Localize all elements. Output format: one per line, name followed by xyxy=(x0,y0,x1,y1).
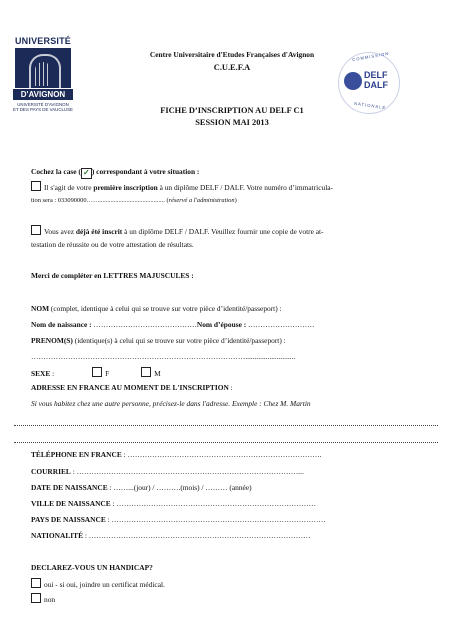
checkmark-icon: ✓ xyxy=(81,168,92,179)
courriel-label: COURRIEL xyxy=(31,467,71,476)
handicap-yes-label: oui - si oui, joindre un certificat médical. xyxy=(44,580,165,589)
ville-naissance-label: VILLE DE NAISSANCE xyxy=(31,499,111,508)
logo-university-text: UNIVERSITÉ xyxy=(14,36,71,46)
logo-subtitle-1: UNIVERSITÉ D'AVIGNON xyxy=(17,102,69,107)
delf-ring-top: COMMISSION xyxy=(351,50,390,63)
university-logo xyxy=(13,37,73,133)
sexe-f-checkbox[interactable] xyxy=(92,367,102,377)
telephone-row[interactable]: TÉLÉPHONE EN FRANCE : ……………………………………………………………………. xyxy=(31,450,322,459)
check-instruction: Cochez la case ( ✓ ) correspondant à votre situation : xyxy=(31,167,200,177)
prenom-input[interactable]: ……………………………………………………………………………........................... xyxy=(31,352,296,361)
adresse-line-1[interactable] xyxy=(14,425,438,426)
handicap-yes-row xyxy=(31,578,165,589)
logo-subtitle-2: ET DES PAYS DE VAUCLUSE xyxy=(13,107,73,112)
nom-field[interactable]: NOM (complet, identique à celui qui se trouve sur votre pièce d’identité/passeport) : xyxy=(31,304,282,313)
nom-epouse-label: Nom d’épouse : xyxy=(196,320,249,329)
courriel-row[interactable]: COURRIEL : ………………………………………………………………………………... xyxy=(31,467,304,476)
logo-city-text: D'AVIGNON xyxy=(13,89,73,100)
first-registration-checkbox[interactable] xyxy=(31,181,41,191)
option-first-registration: Il s'agit de votre première inscription à un diplôme DELF / DALF. Votre numéro d’immatricula- xyxy=(31,181,441,192)
sexe-m-label: M xyxy=(154,369,161,378)
dalf-text: DALF xyxy=(364,80,388,90)
nationalite-label: NATIONALITÉ xyxy=(31,531,84,540)
centre-acronym: C.U.E.F.A xyxy=(213,63,251,72)
form-session: SESSION MAI 2013 xyxy=(195,118,269,127)
pays-naissance-row[interactable]: PAYS DE NAISSANCE : …………………………………………………………………………… xyxy=(31,515,326,524)
handicap-question: DECLAREZ-VOUS UN HANDICAP? xyxy=(31,563,153,572)
delf-dalf-logo xyxy=(338,52,402,116)
nom-naissance-label: Nom de naissance : xyxy=(31,320,94,329)
logo-building-icon xyxy=(15,48,71,88)
sexe-label: SEXE xyxy=(31,369,51,378)
sexe-f-label: F xyxy=(105,369,110,378)
option-already-registered: Vous avez déjà été inscrit à un diplôme DELF / DALF. Veuillez fournir une copie de votre at- xyxy=(31,225,441,236)
delf-text: DELF xyxy=(364,70,388,80)
nom-naissance-row xyxy=(31,320,315,329)
nom-epouse-input[interactable]: ……………………… xyxy=(248,320,315,329)
pays-naissance-label: PAYS DE NAISSANCE xyxy=(31,515,106,524)
nom-naissance-input[interactable]: …………………………………… xyxy=(93,320,197,329)
form-title: FICHE D’INSCRIPTION AU DELF C1 xyxy=(160,106,304,115)
sexe-m-checkbox[interactable] xyxy=(141,367,151,377)
option2-continuation: testation de réussite ou de votre attestation de résultats. xyxy=(31,240,194,249)
capitals-note: Merci de compléter en LETTRES MAJUSCULES : xyxy=(31,271,194,280)
handicap-no-row xyxy=(31,593,55,604)
delf-ring-bottom: NATIONALE xyxy=(353,100,387,111)
prenom-label-row: PRENOM(S) (identique(s) à celui qui se trouve sur votre pièce d’identité/passeport) : xyxy=(31,336,286,345)
handicap-no-checkbox[interactable] xyxy=(31,593,41,603)
nationalite-row[interactable]: NATIONALITÉ : ……………………………………………………………………………… xyxy=(31,531,311,540)
handicap-yes-checkbox[interactable] xyxy=(31,578,41,588)
globe-icon xyxy=(344,72,362,90)
adresse-line-2[interactable] xyxy=(14,442,438,443)
sexe-row: SEXE : F M xyxy=(31,369,161,378)
adresse-label-row: ADRESSE EN FRANCE AU MOMENT DE L'INSCRIPTION : xyxy=(31,383,233,392)
telephone-label: TÉLÉPHONE EN FRANCE xyxy=(31,450,122,459)
ville-naissance-row[interactable]: VILLE DE NAISSANCE : ……………………………………………………………………… xyxy=(31,499,316,508)
registration-number-line: tion sera : 033090000……......................................... (réservé a l'administration) xyxy=(31,197,237,204)
adresse-note: Si vous habitez chez une autre personne, précisez-le dans l'adresse. Exemple : Chez M. Martin xyxy=(31,399,311,408)
date-naissance-row[interactable]: DATE DE NAISSANCE : ……...(jour) / ……….(mois) / ……… (année) xyxy=(31,483,252,492)
already-registered-checkbox[interactable] xyxy=(31,225,41,235)
centre-name: Centre Universitaire d'Etudes Françaises d'Avignon xyxy=(149,50,315,59)
handicap-no-label: non xyxy=(44,595,56,604)
date-naissance-label: DATE DE NAISSANCE xyxy=(31,483,108,492)
